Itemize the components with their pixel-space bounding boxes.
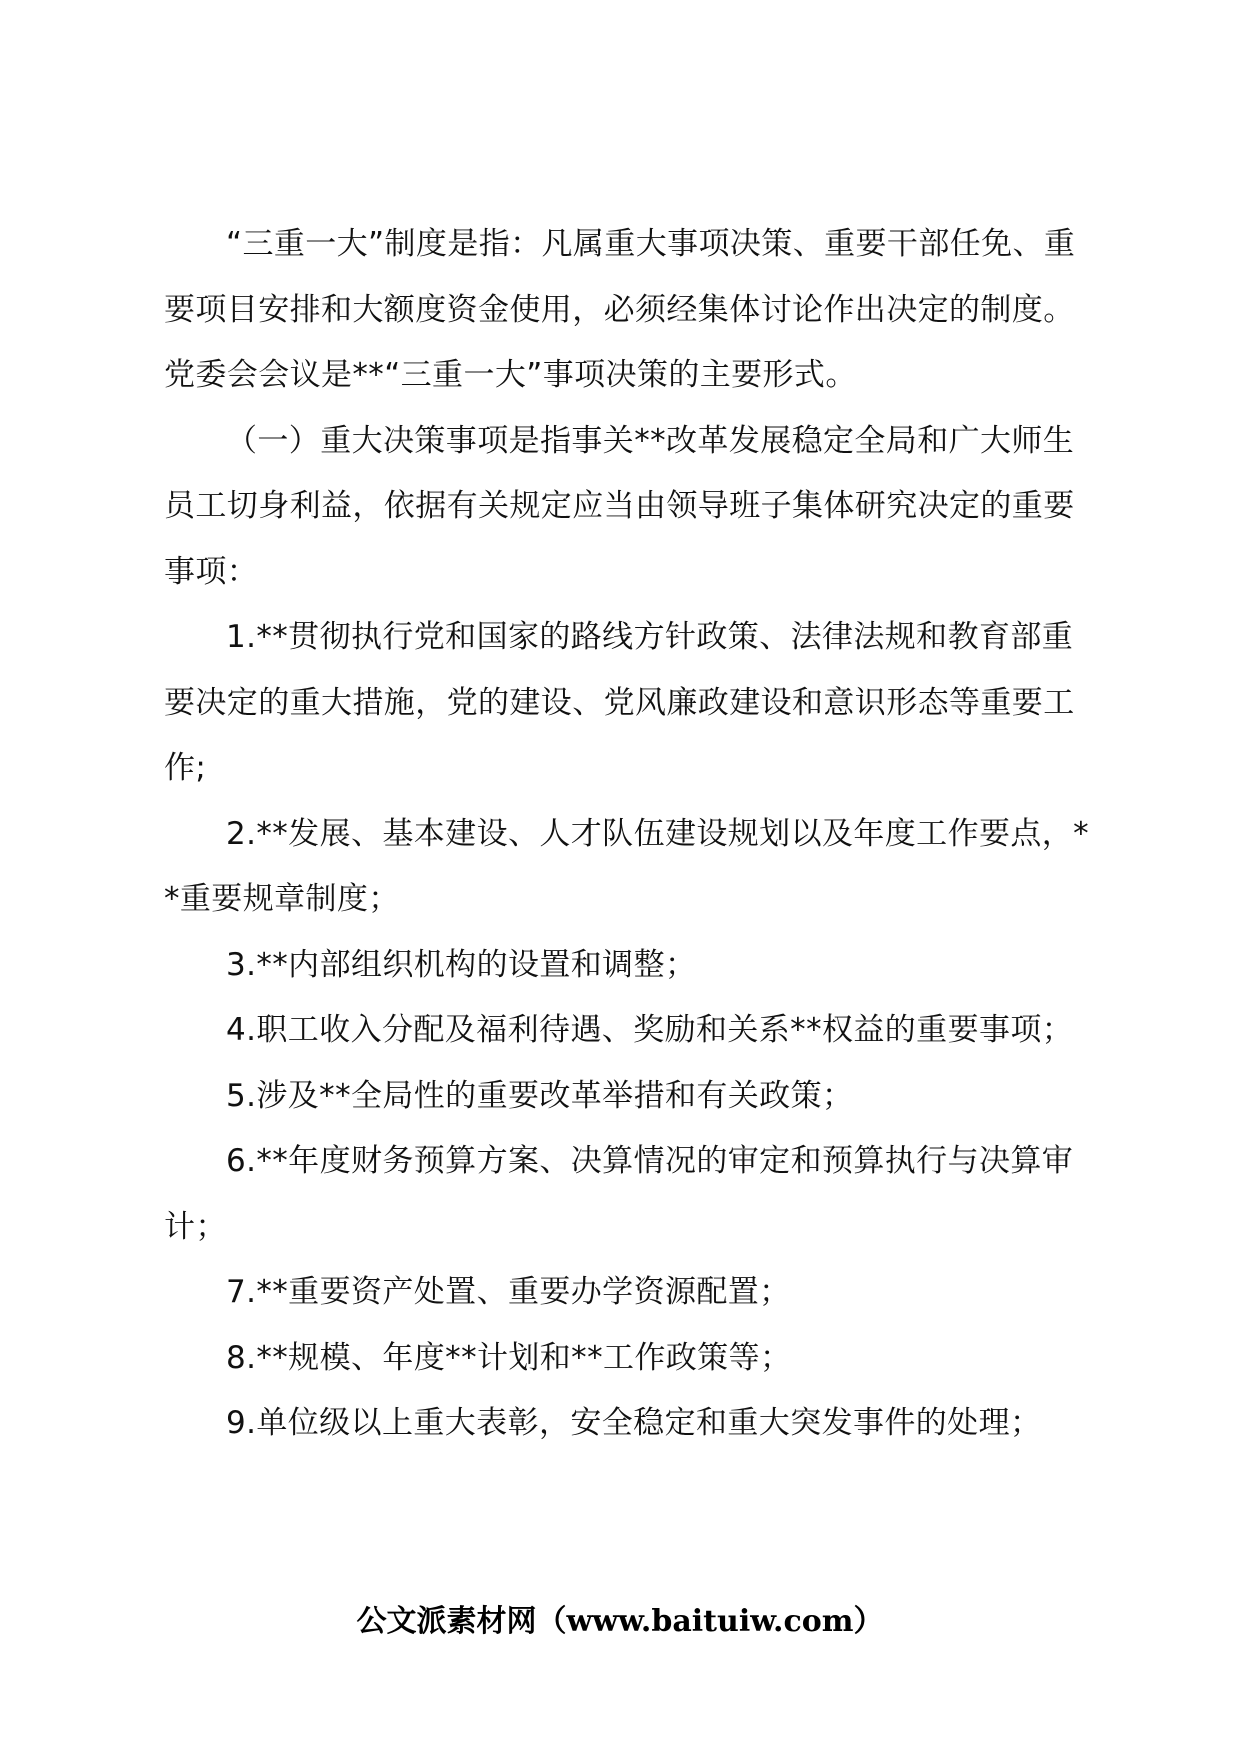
list-item: 7.**重要资产处置、重要办学资源配置； [226,1274,791,1310]
document-body [164,212,1104,1457]
list-item: 3.**内部组织机构的设置和调整； [226,946,697,983]
list-item: 8.**规模、年度**计划和**工作政策等； [226,1339,792,1376]
list-item: 6.**年度财务预算方案、决算情况的审定和预算执行与决算审计； [164,1143,1074,1245]
list-item: 1.**贯彻执行党和国家的路线方针政策、法律法规和教育部重要决定的重大措施，党的建设、党风廉政建设和意识形态等重要工作; [164,619,1075,786]
list-item: 4.职工收入分配及福利待遇、奖励和关系**权益的重要事项； [226,1012,1074,1048]
list-item: 9.单位级以上重大表彰，安全稳定和重大突发事件的处理； [226,1405,1042,1441]
list-item: 2.**发展、基本建设、人才队伍建设规划以及年度工作要点，**重要规章制度； [164,815,1090,917]
paragraph-definition: “三重一大”制度是指：凡属重大事项决策、重要干部任免、重要项目安排和大额度资金使用，必须经集体讨论作出决定的制度。党委会会议是**“三重一大”事项决策的主要形式。 [164,226,1076,393]
list-item: 5.涉及**全局性的重要改革举措和有关政策； [226,1077,854,1114]
page-footer: 公文派素材网（www.baituiw.com） [356,1604,884,1639]
paragraph-section-one: （一）重大决策事项是指事关**改革发展稳定全局和广大师生员工切身利益，依据有关规定应当由领导班子集体研究决定的重要事项： [164,422,1075,590]
